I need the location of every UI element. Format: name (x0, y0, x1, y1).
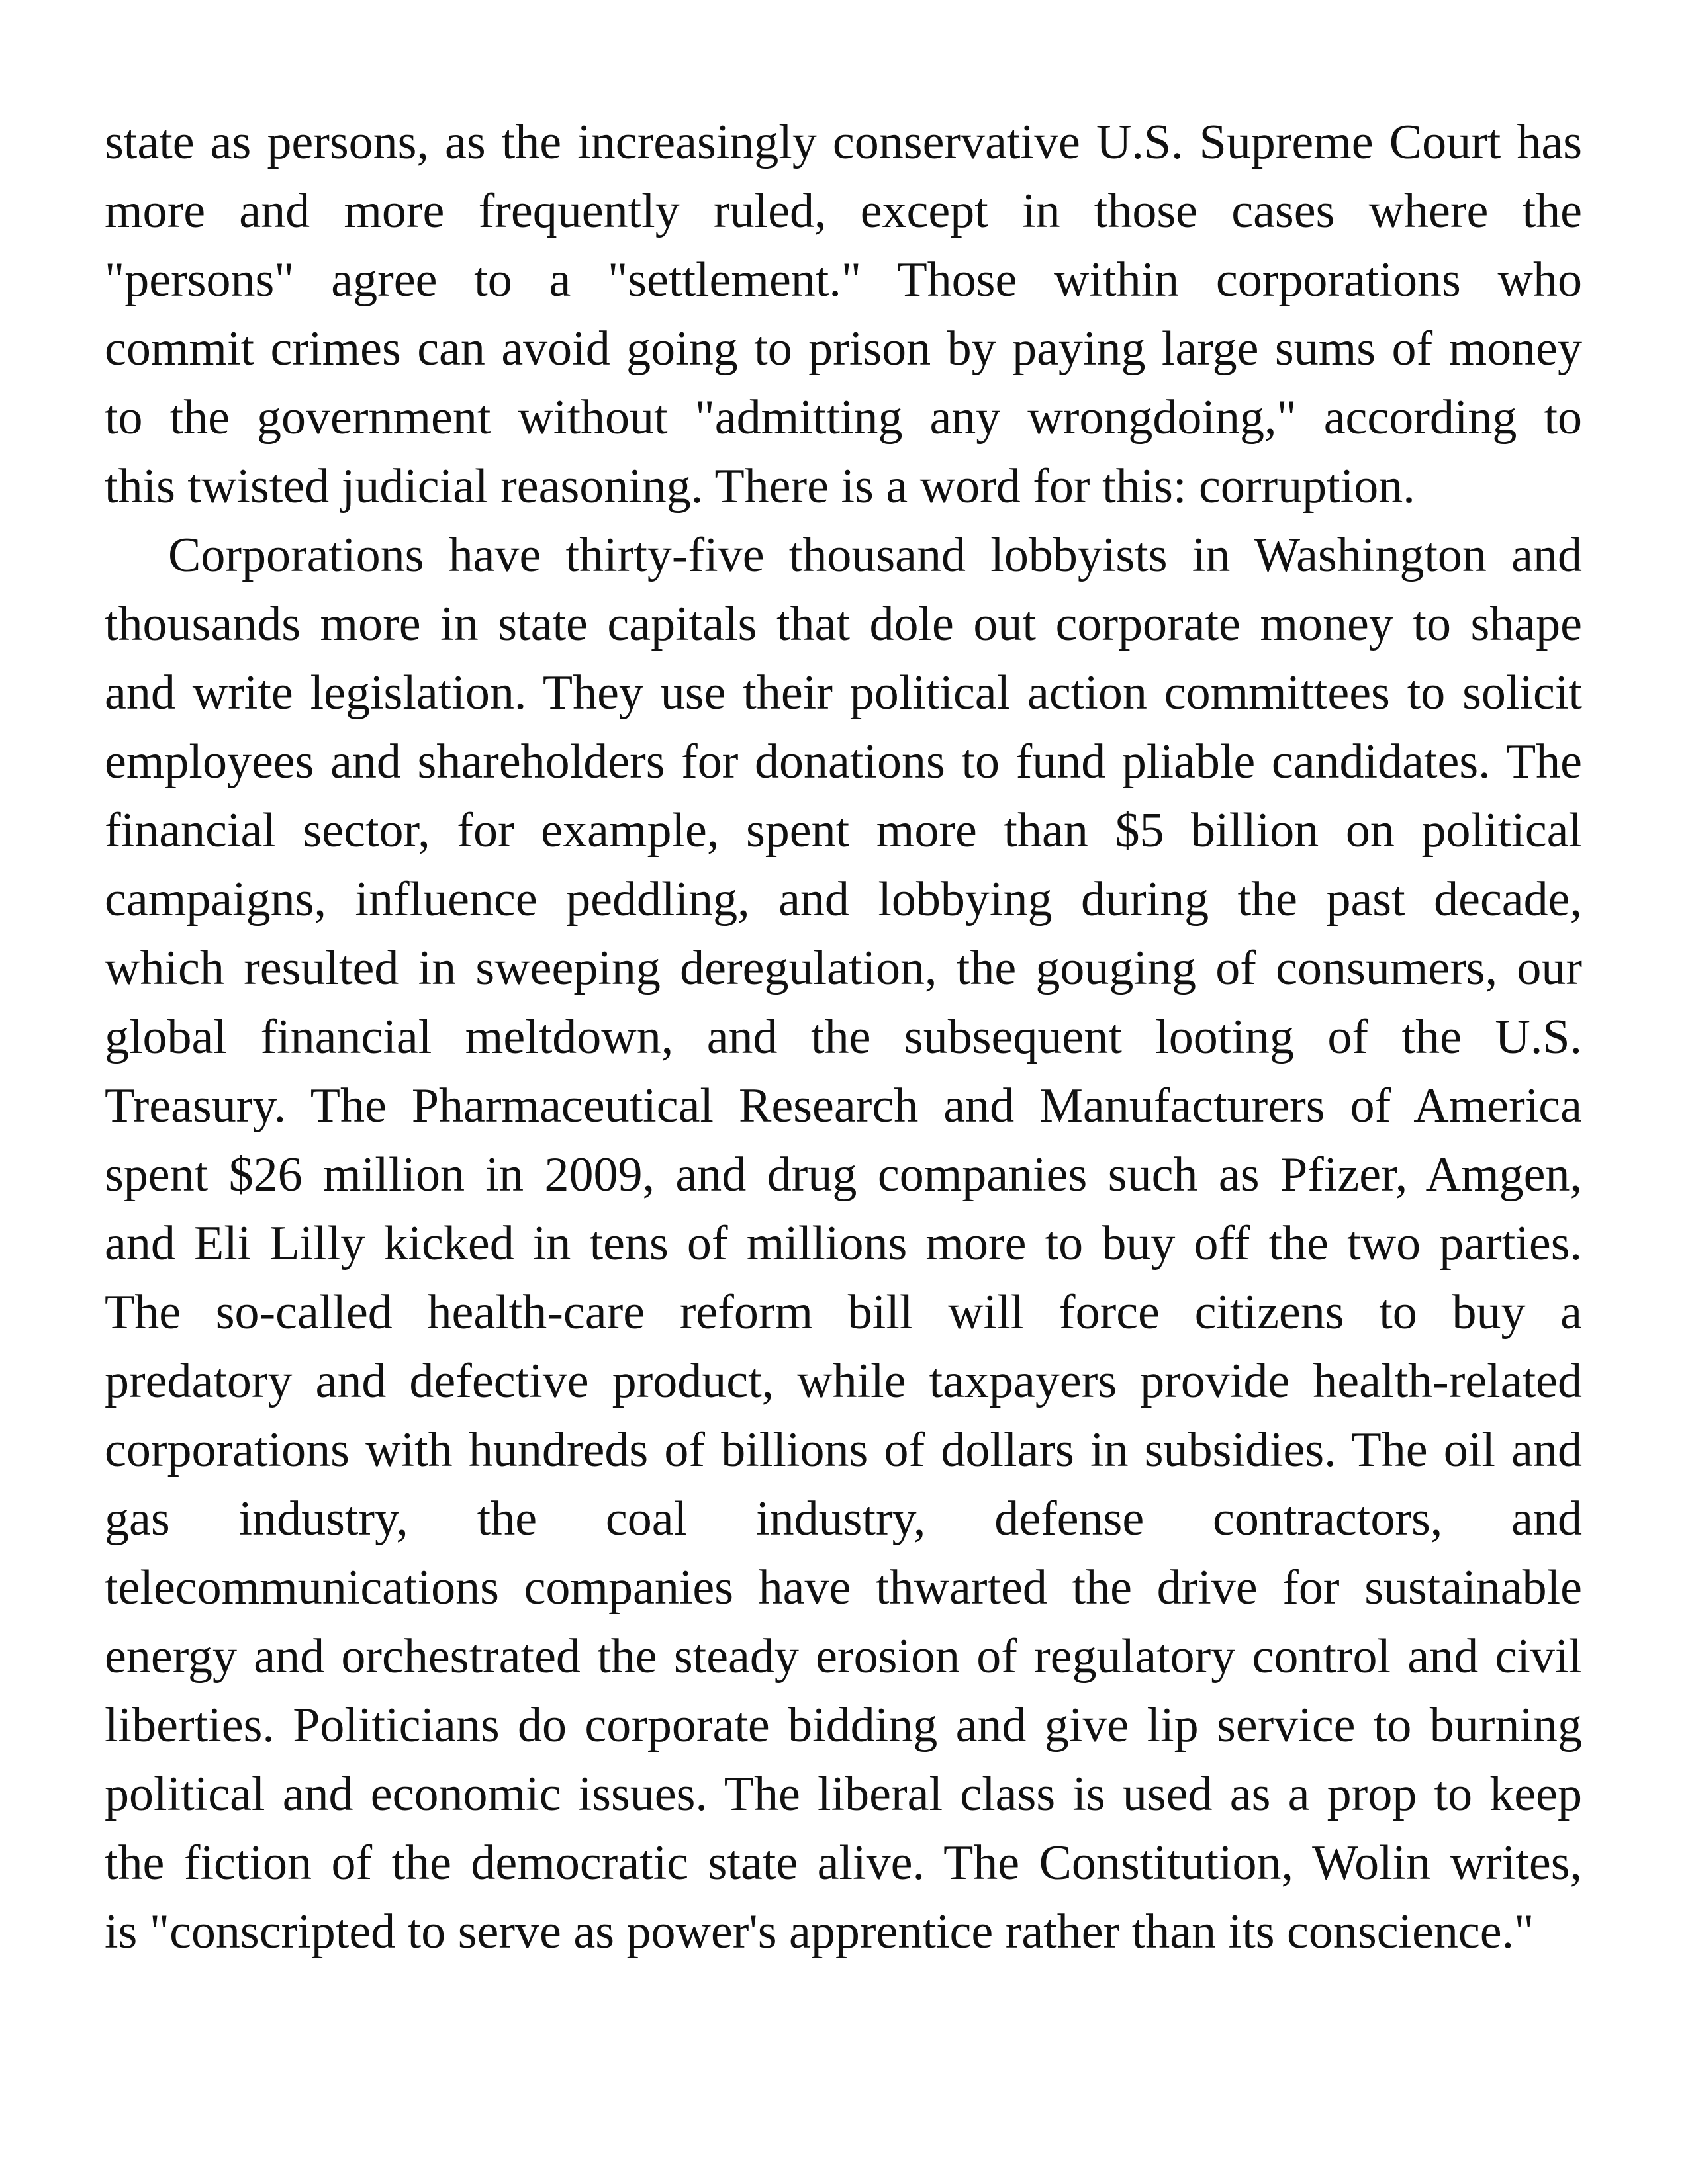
text-line: gas industry, the coal industry, defense contractors, and (105, 1492, 1582, 1546)
text-line: "persons" agree to a "settlement." Those within corporations who (105, 253, 1582, 307)
text-line: predatory and defective product, while taxpayers provide health-related (105, 1354, 1582, 1408)
text-line: Treasury. The Pharmaceutical Research and Manufacturers of America (105, 1079, 1582, 1133)
text-line: global financial meltdown, and the subsequent looting of the U.S. (105, 1010, 1582, 1064)
text-line: liberties. Politicians do corporate bidding and give lip service to burning (105, 1698, 1582, 1752)
text-line: employees and shareholders for donations to fund pliable candidates. The (105, 735, 1582, 789)
text-line: political and economic issues. The liberal class is used as a prop to keep (105, 1767, 1582, 1821)
text-line: campaigns, influence peddling, and lobbying during the past decade, (105, 872, 1582, 927)
paragraph-2 (105, 521, 1582, 1966)
text-line: corporations with hundreds of billions of dollars in subsidies. The oil and (105, 1423, 1582, 1477)
text-line: which resulted in sweeping deregulation, the gouging of consumers, our (105, 941, 1582, 995)
text-line: to the government without "admitting any wrongdoing," according to (105, 390, 1582, 445)
text-line: and write legislation. They use their political action committees to solicit (105, 666, 1582, 720)
text-line: thousands more in state capitals that dole out corporate money to shape (105, 597, 1582, 651)
text-line: this twisted judicial reasoning. There is a word for this: corruption. (105, 459, 1415, 514)
text-line: Corporations have thirty-five thousand lobbyists in Washington and (168, 528, 1582, 582)
text-line: more and more frequently ruled, except in those cases where the (105, 184, 1582, 238)
text-line: The so-called health-care reform bill will force citizens to buy a (105, 1285, 1582, 1340)
paragraph-1 (105, 108, 1582, 521)
text-line: is "conscripted to serve as power's apprentice rather than its conscience." (105, 1905, 1534, 1959)
text-line: commit crimes can avoid going to prison by paying large sums of money (105, 322, 1582, 376)
text-line: energy and orchestrated the steady erosion of regulatory control and civil (105, 1629, 1582, 1684)
text-line: and Eli Lilly kicked in tens of millions more to buy off the two parties. (105, 1216, 1582, 1271)
text-line: the fiction of the democratic state alive. The Constitution, Wolin writes, (105, 1836, 1582, 1890)
text-line: telecommunications companies have thwarted the drive for sustainable (105, 1561, 1582, 1615)
text-line: state as persons, as the increasingly conservative U.S. Supreme Court has (105, 115, 1582, 169)
text-line: spent $26 million in 2009, and drug companies such as Pfizer, Amgen, (105, 1148, 1582, 1202)
body-text (105, 108, 1582, 1966)
text-line: financial sector, for example, spent more than $5 billion on political (105, 803, 1582, 858)
